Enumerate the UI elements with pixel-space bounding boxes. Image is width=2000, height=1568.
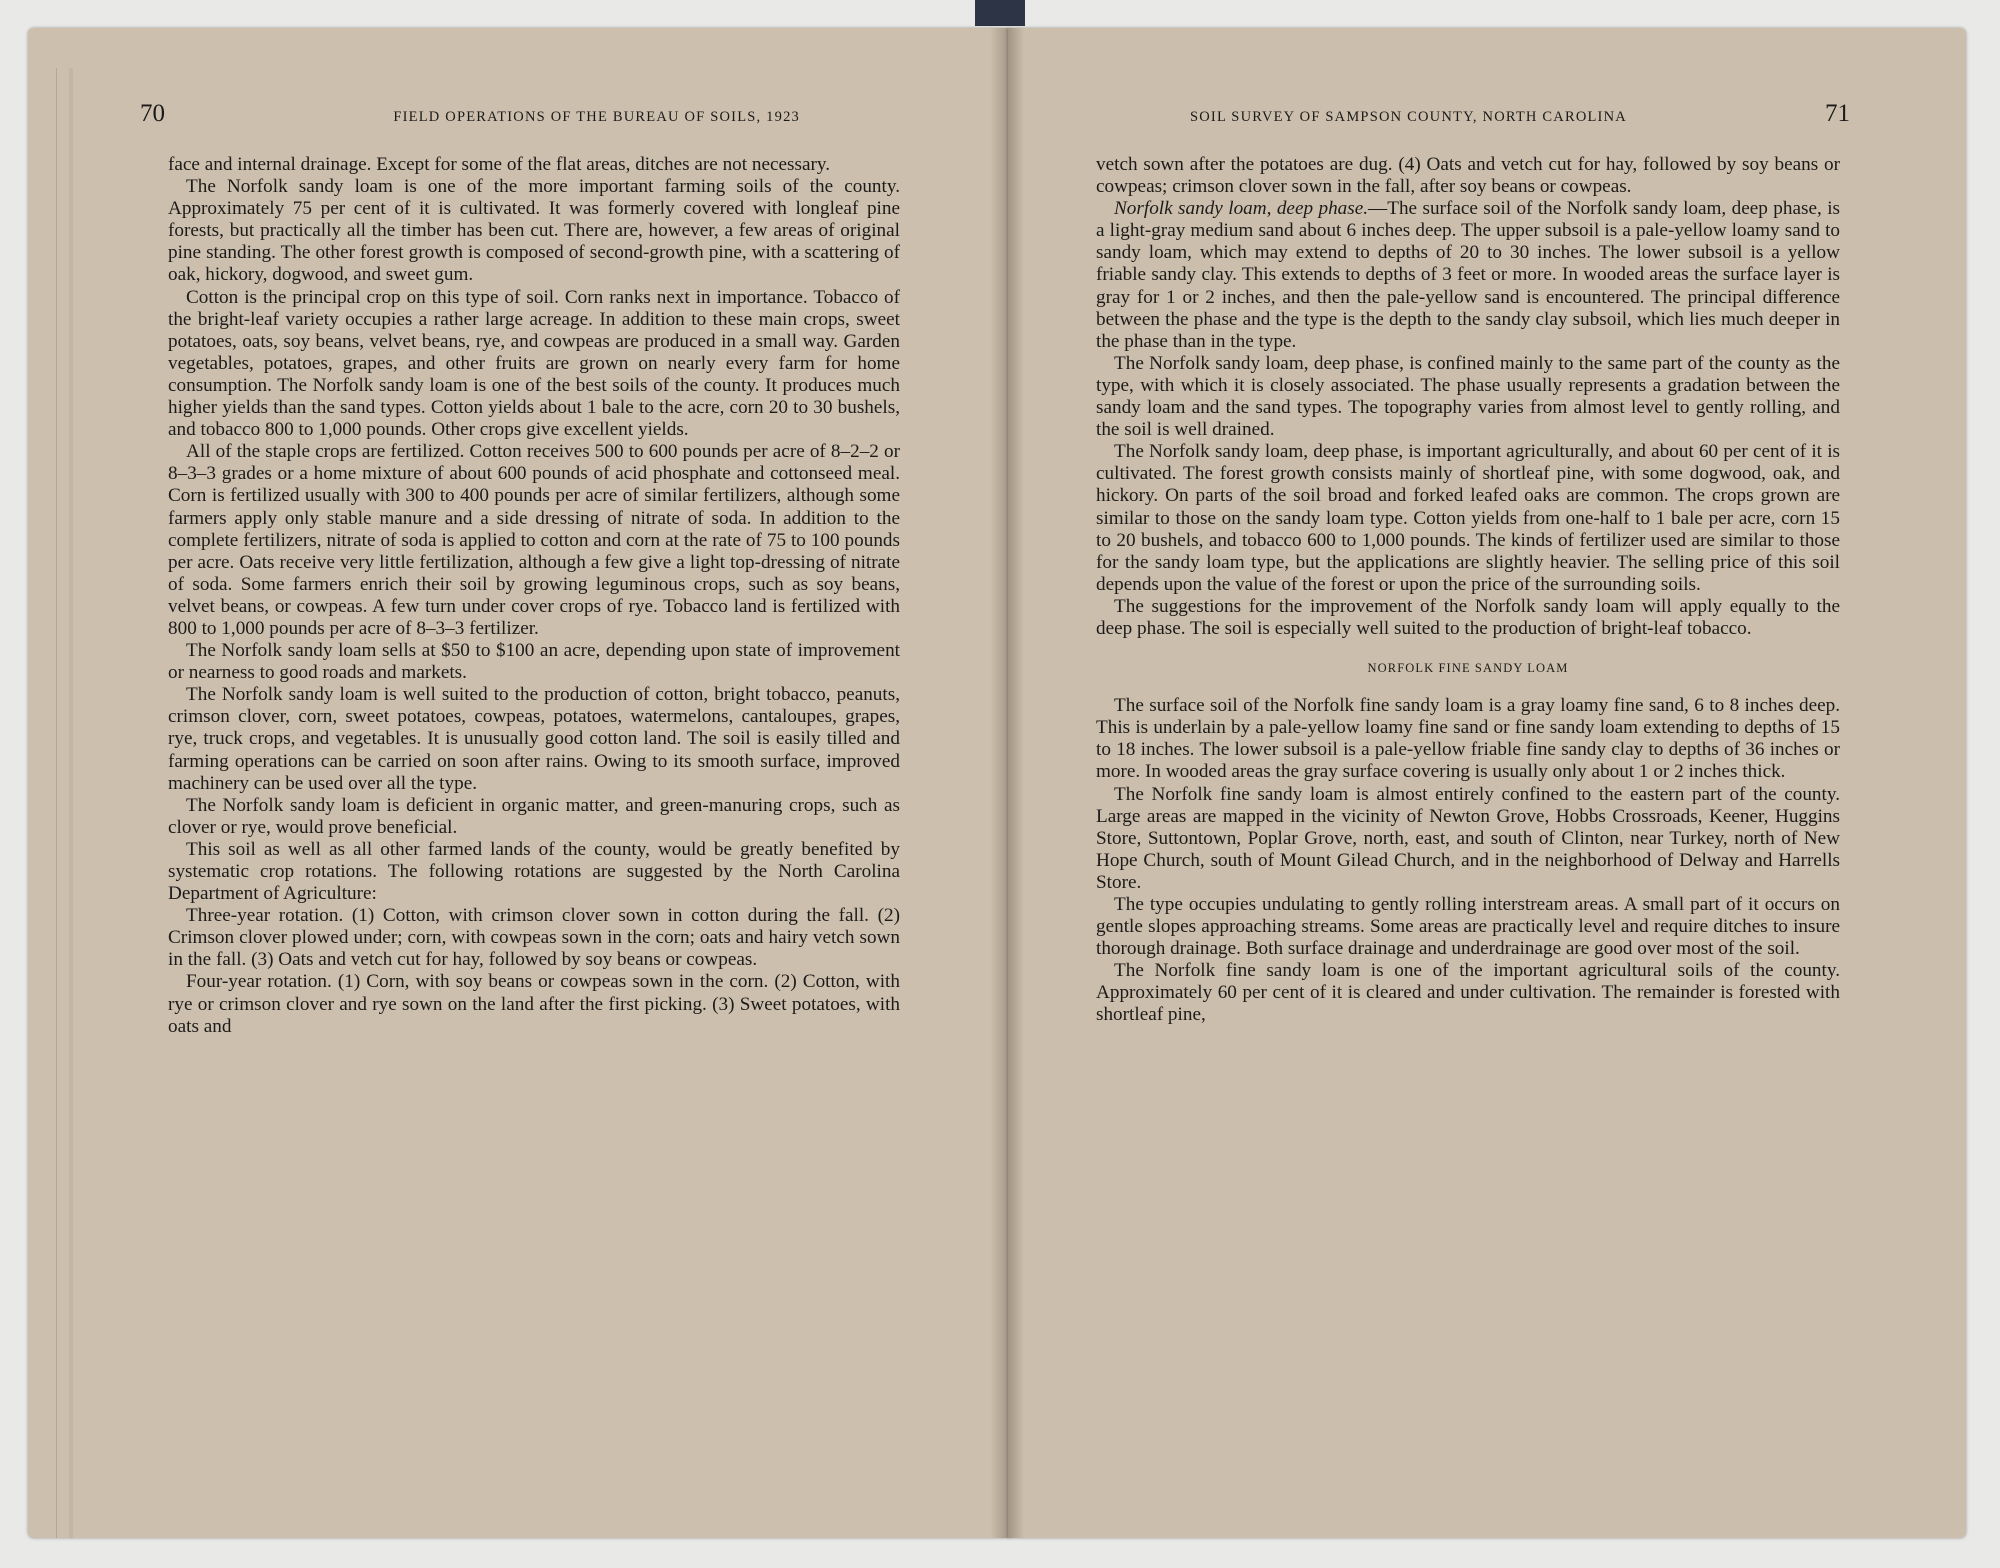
paragraph: Four-year rotation. (1) Corn, with soy beans or cowpeas sown in the corn. (2) Cotton, with rye or crimson clover and rye sown on the land after the first picking. (3) Sweet potatoes, with oats and [168,971,900,1037]
deep-phase-title: Norfolk sandy loam, deep phase. [1114,198,1369,220]
paragraph: Three-year rotation. (1) Cotton, with crimson clover sown in cotton during the fall. (2) Crimson clover plowed under; corn, with cowpeas sown in the corn; oats and hairy vetch sown in the fall. (3) Oats and vetch cut for hay, followed by soy beans or cowpeas. [168,905,900,971]
paragraph: The suggestions for the improvement of the Norfolk sandy loam will apply equally to the deep phase. The soil is especially well suited to the production of bright-leaf tobacco. [1096,595,1840,639]
right-running-title: SOIL SURVEY OF SAMPSON COUNTY, NORTH CAROLINA [1190,109,1627,125]
paragraph: vetch sown after the potatoes are dug. (4) Oats and vetch cut for hay, followed by soy beans or cowpeas; crimson clover sown in the fall, after soy beans or cowpeas. [1096,154,1840,198]
page-edge [56,68,69,1538]
paragraph: All of the staple crops are fertilized. Cotton receives 500 to 600 pounds per acre of 8–2–2 or 8–3–3 grades or a home mixture of about 600 pounds of acid phosphate and cottonseed meal. Corn is fertilized usually with 300 to 400 pounds per acre of similar fertilizers, although some farmers apply only stable manure and a side dressing of nitrate of soda. In addition to the complete fertilizers, nitrate of soda is applied to cotton and corn at the rate of 75 to 100 pounds per acre. Oats receive very little fertilization, although a few give a light top-dressing of nitrate of soda. Some farmers enrich their soil by growing leguminous crops, such as soy beans, velvet beans, or cowpeas. A few turn under cover crops of rye. Tobacco land is fertilized with 800 to 1,000 pounds per acre of 8–3–3 fertilizer. [168,441,900,639]
paragraph: The Norfolk sandy loam is well suited to the production of cotton, bright tobacco, peanuts, crimson clover, corn, sweet potatoes, cowpeas, potatoes, watermelons, cantaloupes, grapes, rye, truck crops, and vegetables. It is unusually good cotton land. The soil is easily tilled and farming operations can be carried on soon after rains. Owing to its smooth surface, improved machinery can be used over all the type. [168,684,900,794]
paragraph: face and internal drainage. Except for some of the flat areas, ditches are not necessary. [168,154,831,175]
left-running-head [140,100,800,130]
left-running-title: FIELD OPERATIONS OF THE BUREAU OF SOILS, 1923 [393,109,800,125]
paragraph: This soil as well as all other farmed lands of the county, would be greatly benefited by systematic crop rotations. The following rotations are suggested by the North Carolina Department of Agriculture: [168,838,900,905]
paragraph: The type occupies undulating to gently rolling interstream areas. A small part of it occurs on gentle slopes approaching streams. Some areas are practically level and require ditches to insure thorough drainage. Both surface drainage and underdrainage are good over most of the soil. [1096,894,1840,960]
deep-phase-text: —The surface soil of the Norfolk sandy loam, deep phase, is a light-gray medium sand about 6 inches deep. The upper subsoil is a pale-yellow loamy sand to sandy loam, which may extend to depths of 20 to 30 inches. The lower subsoil is a yellow friable sandy clay. This extends to depths of 3 feet or more. In wooded areas the surface layer is gray for 1 or 2 inches, and then the pale-yellow sand is encountered. The principal difference between the phase and the type is the depth to the sandy clay subsoil, which lies much deeper in the phase than in the type. [1096,198,1840,352]
paragraph: The Norfolk fine sandy loam is one of the important agricultural soils of the county. Approximately 60 per cent of it is cleared and under cultivation. The remainder is forested with shortleaf pine, [1096,960,1840,1026]
paragraph: The Norfolk sandy loam is one of the more important farming soils of the county. Approximately 75 per cent of it is cultivated. It was formerly covered with longleaf pine forests, but practically all the timber has been cut. There are, however, a few areas of original pine standing. The other forest growth is composed of second-growth pine, with a scattering of oak, hickory, dogwood, and sweet gum. [168,176,900,286]
right-body-text [1096,154,1840,1027]
right-running-head [1190,100,1850,130]
deep-phase-paragraph [1096,198,1840,353]
left-page-number: 70 [140,100,165,127]
paragraph: The Norfolk fine sandy loam is almost entirely confined to the eastern part of the county. Large areas are mapped in the vicinity of Newton Grove, Hobbs Crossroads, Keener, Huggins Store, Suttontown, Poplar Grove, north, east, and south of Clinton, near Turkey, north of New Hope Church, south of Mount Gilead Church, and in the neighborhood of Delway and Harrells Store. [1096,783,1840,893]
left-page [28,28,1010,1538]
left-body-text [168,154,900,1038]
background-strip [975,0,1025,26]
paragraph: The Norfolk sandy loam, deep phase, is confined mainly to the same part of the county as the type, with which it is closely associated. The phase usually represents a gradation between the sandy loam and the sand types. The topography varies from almost level to gently rolling, and the soil is well drained. [1096,352,1840,441]
paragraph: The Norfolk sandy loam, deep phase, is important agriculturally, and about 60 per cent of it is cultivated. The forest growth consists mainly of shortleaf pine, with some dogwood, oak, and hickory. On parts of the soil broad and forked leafed oaks are common. The crops grown are similar to those on the sandy loam type. Cotton yields from one-half to 1 bale per acre, corn 15 to 20 bushels, and tobacco 600 to 1,000 pounds. The kinds of fertilizer used are similar to those for the sandy loam type, but the applications are slightly heavier. The selling price of this soil depends upon the value of the forest or upon the price of the surrounding soils. [1096,441,1840,595]
paragraph: The Norfolk sandy loam sells at $50 to $100 an acre, depending upon state of improvement or nearness to good roads and markets. [168,640,900,684]
section-heading: NORFOLK FINE SANDY LOAM [1367,661,1569,676]
paragraph: The Norfolk sandy loam is deficient in organic matter, and green-manuring crops, such as clover or rye, would prove beneficial. [168,794,900,838]
right-page-number: 71 [1825,100,1850,127]
paragraph: Cotton is the principal crop on this type of soil. Corn ranks next in importance. Tobacco of the bright-leaf variety occupies a rather large acreage. In addition to these main crops, sweet potatoes, oats, soy beans, velvet beans, rye, and cowpeas are produced in a small way. Garden vegetables, potatoes, grapes, and other fruits are grown on nearly every farm for home consumption. The Norfolk sandy loam is one of the best soils of the county. It produces much higher yields than the sand types. Cotton yields about 1 bale to the acre, corn 20 to 30 bushels, and tobacco 800 to 1,000 pounds. Other crops give excellent yields. [168,286,900,441]
paragraph: The surface soil of the Norfolk fine sandy loam is a gray loamy fine sand, 6 to 8 inches deep. This is underlain by a pale-yellow loamy fine sand or fine sandy loam extending to depths of 15 to 18 inches. The lower subsoil is a pale-yellow friable fine sandy clay to depths of 36 inches or more. In wooded areas the gray surface covering is usually only about 1 or 2 inches thick. [1096,695,1840,783]
right-page [1008,28,1966,1538]
